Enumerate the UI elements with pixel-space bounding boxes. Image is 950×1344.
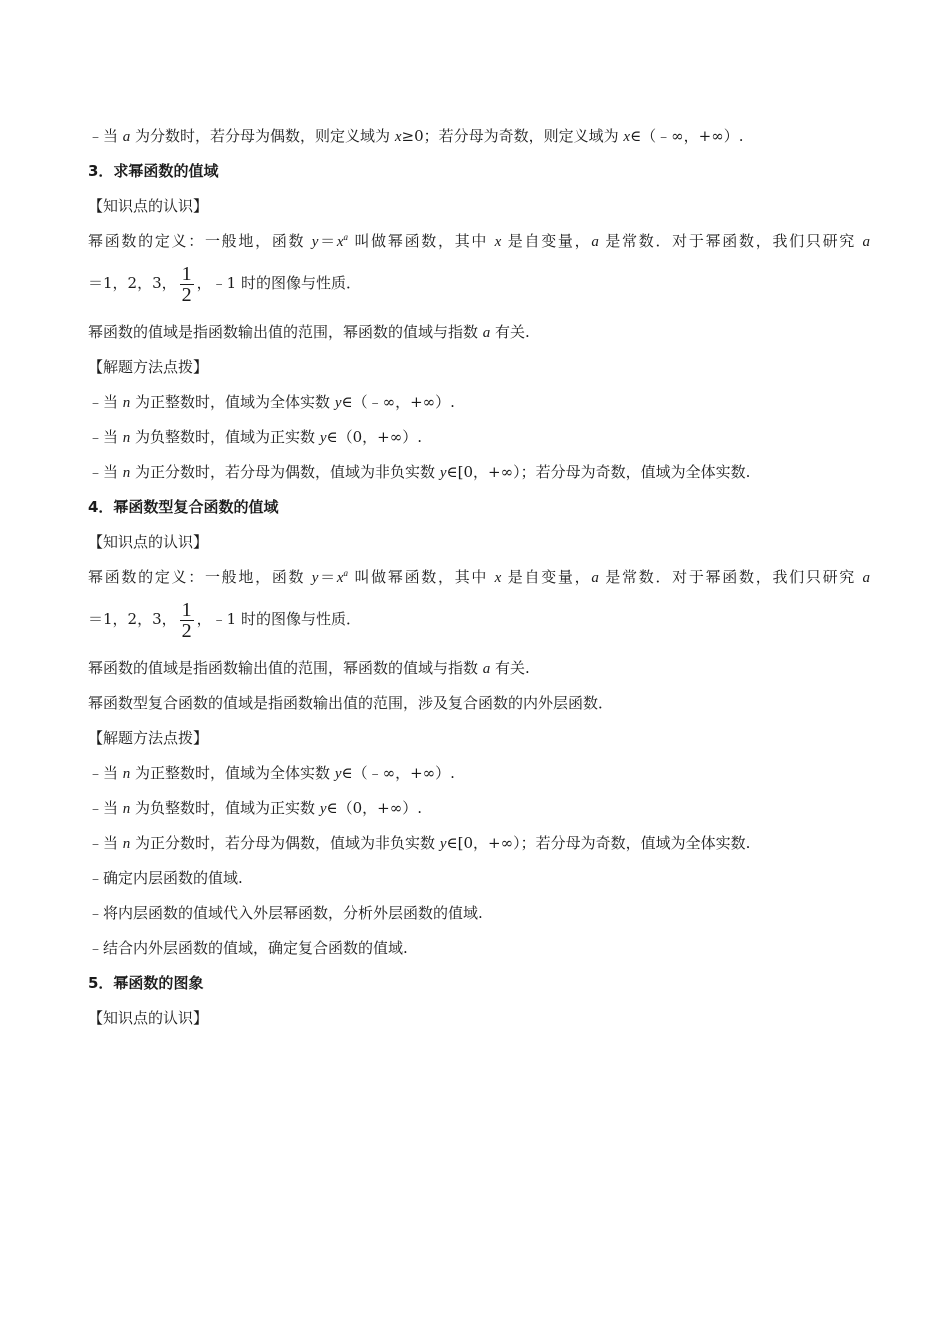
text: 叫做幂函数，其中 (347, 232, 495, 250)
var-a: a (482, 325, 491, 341)
definition-values-line (88, 598, 870, 641)
text: 是自变量， (501, 232, 592, 250)
rule-positive-fraction (88, 833, 870, 854)
text: 幂函数的定义：一般地，函数 (88, 232, 312, 250)
var-y: y (311, 570, 319, 586)
var-x: x (336, 234, 344, 250)
var-x: x (336, 570, 344, 586)
var-a: a (862, 570, 870, 586)
domain-fraction-rule (88, 126, 870, 147)
knowledge-label: 【知识点的认识】 (88, 1009, 209, 1027)
composite-definition: 幂函数型复合函数的值域是指函数输出值的范围，涉及复合函数的内外层函数． (88, 694, 614, 712)
var-y: y (319, 801, 327, 817)
rule-positive-integer (88, 392, 870, 413)
knowledge-label: 【知识点的认识】 (88, 197, 209, 215)
var-a: a (591, 234, 599, 250)
var-y: y (334, 395, 342, 411)
text: ∈（﹣∞，+∞）. (630, 127, 744, 145)
rule-negative-integer (88, 798, 870, 819)
text: 为分数时，若分母为偶数，则定义域为 (130, 127, 395, 145)
exponent-a: a (343, 232, 348, 242)
fraction-denominator: 2 (181, 619, 192, 642)
text: ∈[0，+∞）；若分母为奇数，值域为全体实数. (446, 834, 751, 852)
text: 幂函数的值域是指函数输出值的范围，幂函数的值域与指数 (88, 323, 483, 341)
var-x: x (623, 129, 631, 145)
text: ＝ (318, 568, 337, 586)
text: ﹣当 (88, 799, 123, 817)
step-substitute-outer: ﹣将内层函数的值域代入外层幂函数，分析外层函数的值域. (88, 904, 483, 922)
text: 为正分数时，若分母为偶数，值域为非负实数 (130, 463, 440, 481)
text: 有关. (490, 659, 530, 677)
text: ，﹣1 时的图像与性质． (196, 274, 361, 292)
text: 为正整数时，值域为全体实数 (130, 764, 335, 782)
text: 为负整数时，值域为正实数 (130, 799, 320, 817)
var-x: x (494, 234, 502, 250)
text: ﹣当 (88, 127, 123, 145)
rule-positive-fraction (88, 462, 870, 483)
var-n: n (122, 430, 131, 446)
var-y: y (439, 836, 447, 852)
text: 为正分数时，若分母为偶数，值域为非负实数 (130, 834, 440, 852)
text: ∈（﹣∞，+∞）. (341, 764, 455, 782)
var-y: y (319, 430, 327, 446)
text: 有关. (490, 323, 530, 341)
text: ∈（0，+∞）. (326, 799, 422, 817)
text: ﹣当 (88, 834, 123, 852)
text: 幂函数的定义：一般地，函数 (88, 568, 312, 586)
var-n: n (122, 395, 131, 411)
text: ≥0；若分母为奇数，则定义域为 (401, 127, 624, 145)
power-function-definition (88, 231, 870, 252)
var-a: a (591, 570, 599, 586)
method-label: 【解题方法点拨】 (88, 729, 209, 747)
text: ，﹣1 时的图像与性质． (196, 610, 361, 628)
section-4-title: 4．幂函数型复合函数的值域 (88, 498, 279, 516)
text: ﹣当 (88, 463, 123, 481)
text: ＝ (318, 232, 337, 250)
range-definition (88, 658, 870, 679)
text: 是自变量， (501, 568, 592, 586)
fraction-numerator: 1 (181, 262, 192, 285)
text: ∈（0，+∞）. (326, 428, 422, 446)
text: 是常数．对于幂函数，我们只研究 (598, 568, 863, 586)
fraction-one-half (180, 264, 194, 305)
section-3-title: 3．求幂函数的值域 (88, 162, 219, 180)
fraction-one-half (180, 600, 194, 641)
section-5-title: 5．幂函数的图象 (88, 974, 204, 992)
var-n: n (122, 836, 131, 852)
var-a: a (122, 129, 131, 145)
text: 幂函数的值域是指函数输出值的范围，幂函数的值域与指数 (88, 659, 483, 677)
text: ＝1，2，3， (88, 274, 177, 292)
var-y: y (311, 234, 319, 250)
range-definition (88, 322, 870, 343)
text: 是常数．对于幂函数，我们只研究 (598, 232, 863, 250)
text: ﹣当 (88, 428, 123, 446)
exponent-a: a (343, 568, 348, 578)
var-y: y (439, 465, 447, 481)
var-x: x (494, 570, 502, 586)
fraction-numerator: 1 (181, 598, 192, 621)
var-a: a (482, 661, 491, 677)
text: 为负整数时，值域为正实数 (130, 428, 320, 446)
rule-negative-integer (88, 427, 870, 448)
text: ＝1，2，3， (88, 610, 177, 628)
var-x: x (394, 129, 402, 145)
method-label: 【解题方法点拨】 (88, 358, 209, 376)
var-n: n (122, 801, 131, 817)
text: ﹣当 (88, 764, 123, 782)
text: ∈（﹣∞，+∞）. (341, 393, 455, 411)
fraction-denominator: 2 (181, 283, 192, 306)
text: ﹣当 (88, 393, 123, 411)
var-a: a (862, 234, 870, 250)
text: 为正整数时，值域为全体实数 (130, 393, 335, 411)
var-y: y (334, 766, 342, 782)
rule-positive-integer (88, 763, 870, 784)
power-function-definition (88, 567, 870, 588)
var-n: n (122, 766, 131, 782)
text: ∈[0，+∞）；若分母为奇数，值域为全体实数. (446, 463, 751, 481)
definition-values-line (88, 262, 870, 305)
step-inner-range: ﹣确定内层函数的值域. (88, 869, 243, 887)
text: 叫做幂函数，其中 (347, 568, 495, 586)
var-n: n (122, 465, 131, 481)
step-combine-range: ﹣结合内外层函数的值域，确定复合函数的值域. (88, 939, 408, 957)
knowledge-label: 【知识点的认识】 (88, 533, 209, 551)
